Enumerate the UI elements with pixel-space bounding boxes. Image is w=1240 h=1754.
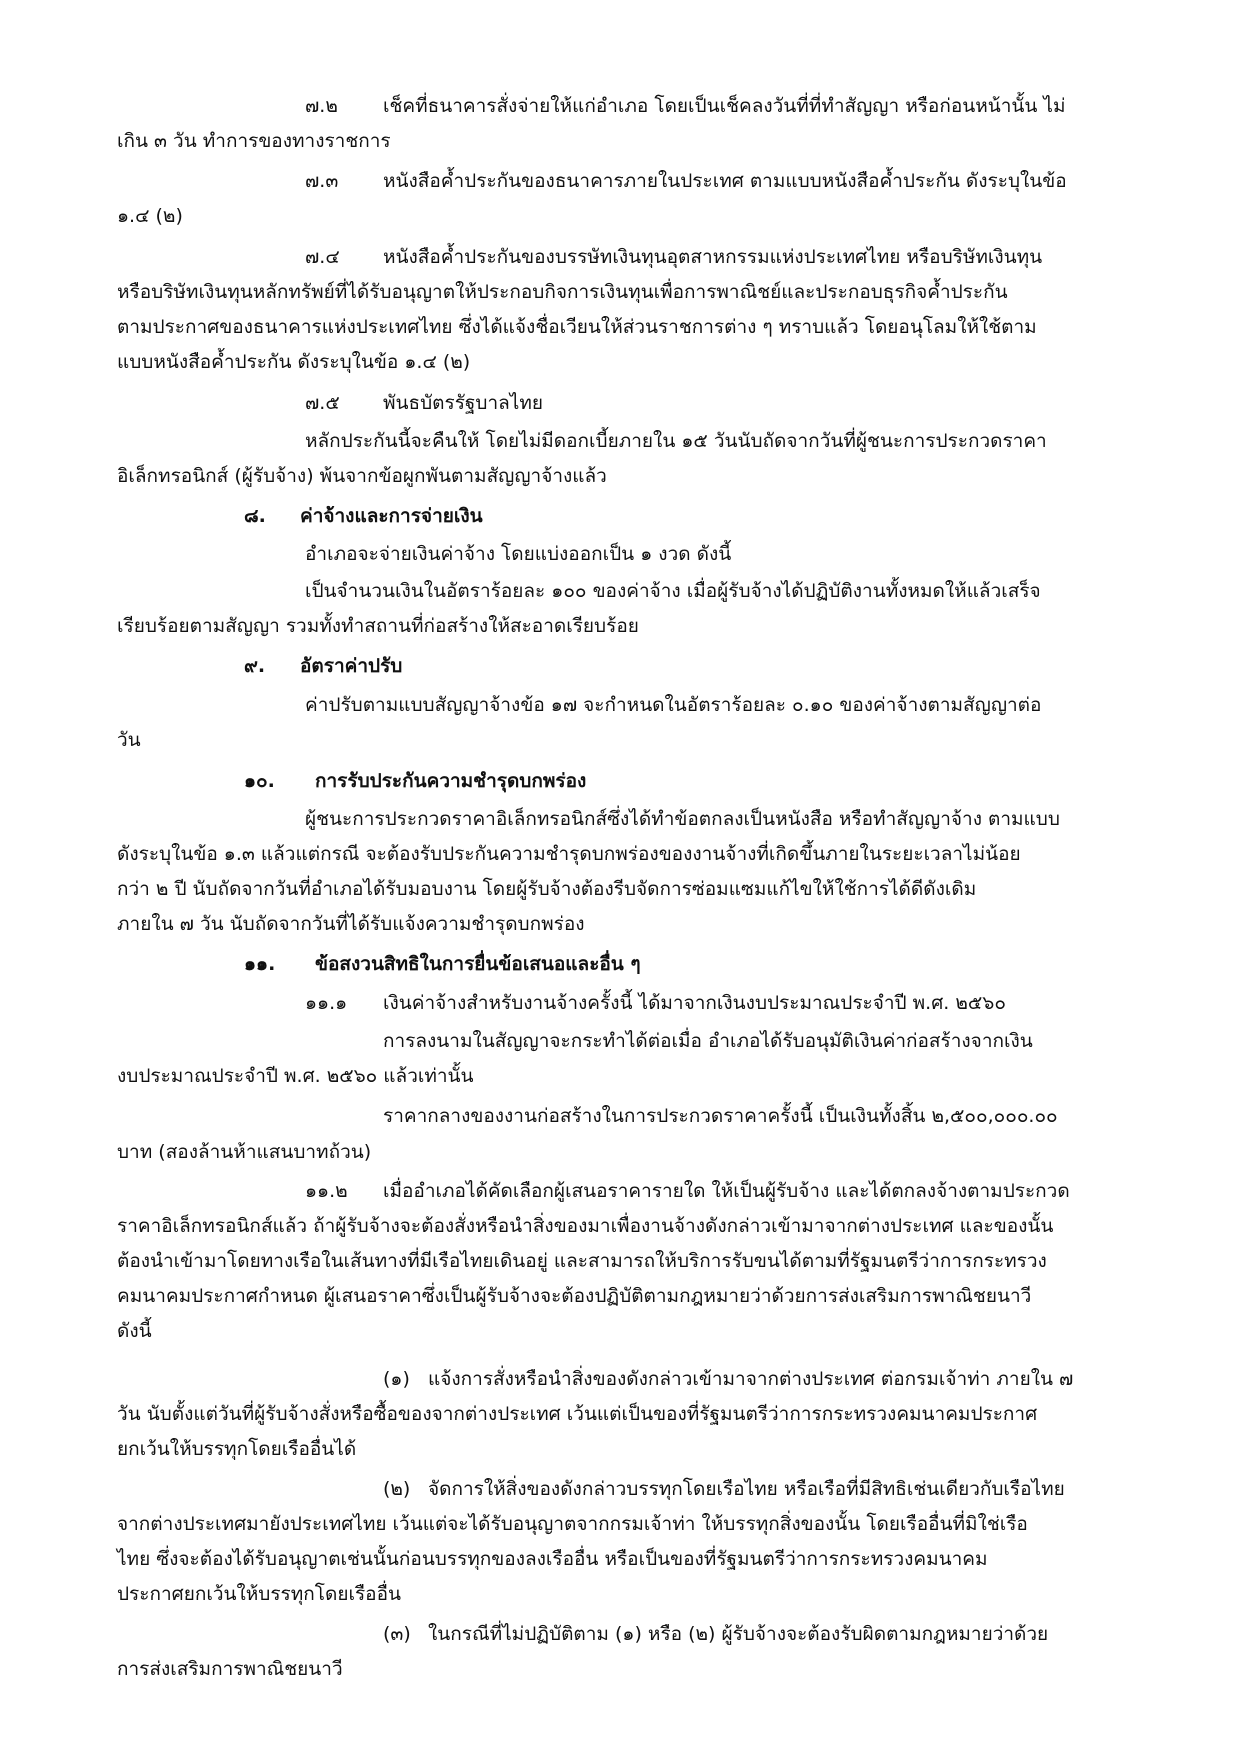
paragraph-line: ดังระบุในข้อ ๑.๓ แล้วแต่กรณี จะต้องรับประกันความชำรุดบกพร่องของงานจ้างที่เกิดขึ้นภายในระยะเวลาไม่น้อย <box>117 843 1021 865</box>
section-number: ๑๑. <box>244 953 276 975</box>
paragraph-line: แบบหนังสือค้ำประกัน ดังระบุในข้อ ๑.๔ (๒) <box>117 351 471 373</box>
paragraph-line: หรือบริษัทเงินทุนหลักทรัพย์ที่ได้รับอนุญาตให้ประกอบกิจการเงินทุนเพื่อการพาณิชย์และประกอบธุรกิจค้ำประกัน <box>117 281 1008 303</box>
paragraph-line: เมื่ออำเภอได้คัดเลือกผู้เสนอราคารายใด ให้เป็นผู้รับจ้าง และได้ตกลงจ้างตามประกวด <box>383 1180 1070 1202</box>
section-heading: ค่าจ้างและการจ่ายเงิน <box>300 505 483 527</box>
section-heading: อัตราค่าปรับ <box>300 655 403 677</box>
paragraph-line: ตามประกาศของธนาคารแห่งประเทศไทย ซึ่งได้แจ้งชื่อเวียนให้ส่วนราชการต่าง ๆ ทราบแล้ว โดยอนุโลมให้ใช้ตาม <box>117 316 1037 338</box>
paragraph-line: ต้องนำเข้ามาโดยทางเรือในเส้นทางที่มีเรือไทยเดินอยู่ และสามารถให้บริการรับขนได้ตามที่รัฐมนตรีว่าการกระทรวง <box>117 1250 1047 1272</box>
paragraph-line: กว่า ๒ ปี นับถัดจากวันที่อำเภอได้รับมอบงาน โดยผู้รับจ้างต้องรีบจัดการซ่อมแซมแก้ไขให้ใช้การได้ดีดังเดิม <box>117 878 977 900</box>
paragraph-line: ไทย ซึ่งจะต้องได้รับอนุญาตเช่นนั้นก่อนบรรทุกของลงเรืออื่น หรือเป็นของที่รัฐมนตรีว่าการกระทรวงคมนาคม <box>117 1548 988 1570</box>
paragraph-line: ผู้ชนะการประกวดราคาอิเล็กทรอนิกส์ซึ่งได้ทำข้อตกลงเป็นหนังสือ หรือทำสัญญาจ้าง ตามแบบ <box>305 808 1060 830</box>
section-heading: ข้อสงวนสิทธิในการยื่นข้อเสนอและอื่น ๆ <box>315 953 641 975</box>
clause-number: ๗.๔ <box>305 246 340 268</box>
paragraph-line: ประกาศยกเว้นให้บรรทุกโดยเรืออื่น <box>117 1583 401 1605</box>
paragraph-line: ค่าปรับตามแบบสัญญาจ้างข้อ ๑๗ จะกำหนดในอัตราร้อยละ ๐.๑๐ ของค่าจ้างตามสัญญาต่อ <box>305 694 1042 716</box>
clause-number: ๑๑.๒ <box>305 1180 348 1202</box>
paragraph-line: บาท (สองล้านห้าแสนบาทถ้วน) <box>117 1141 372 1163</box>
clause-number: ๗.๒ <box>305 95 338 117</box>
paragraph-line: งบประมาณประจำปี พ.ศ. ๒๕๖๐ แล้วเท่านั้น <box>117 1065 474 1087</box>
section-number: ๑๐. <box>244 770 275 792</box>
paragraph-line: ราคาอิเล็กทรอนิกส์แล้ว ถ้าผู้รับจ้างจะต้องสั่งหรือนำสิ่งของมาเพื่องานจ้างดังกล่าวเข้ามาจากต่างประเทศ และของนั้น <box>117 1215 1054 1237</box>
paragraph-line: วัน นับตั้งแต่วันที่ผู้รับจ้างสั่งหรือซื้อของจากต่างประเทศ เว้นแต่เป็นของที่รัฐมนตรีว่าการกระทรวงคมนาคมประกาศ <box>117 1403 1038 1425</box>
paragraph-line: ภายใน ๗ วัน นับถัดจากวันที่ได้รับแจ้งความชำรุดบกพร่อง <box>117 913 585 935</box>
paragraph-line: ยกเว้นให้บรรทุกโดยเรืออื่นได้ <box>117 1438 357 1460</box>
paragraph-line: หลักประกันนี้จะคืนให้ โดยไม่มีดอกเบี้ยภายใน ๑๕ วันนับถัดจากวันที่ผู้ชนะการประกวดราคา <box>305 430 1047 452</box>
paragraph-line: ในกรณีที่ไม่ปฏิบัติตาม (๑) หรือ (๒) ผู้รับจ้างจะต้องรับผิดตามกฎหมายว่าด้วย <box>428 1623 1049 1645</box>
section-number: ๙. <box>244 655 266 677</box>
clause-number: ๗.๕ <box>305 392 340 414</box>
paragraph-line: พันธบัตรรัฐบาลไทย <box>383 392 543 414</box>
paragraph-line: เกิน ๓ วัน ทำการของทางราชการ <box>117 130 391 152</box>
paragraph-line: จัดการให้สิ่งของดังกล่าวบรรทุกโดยเรือไทย หรือเรือที่มีสิทธิเช่นเดียวกับเรือไทย <box>428 1478 1065 1500</box>
paragraph-line: คมนาคมประกาศกำหนด ผู้เสนอราคาซึ่งเป็นผู้รับจ้างจะต้องปฏิบัติตามกฎหมายว่าด้วยการส่งเสริมการพาณิชยนาวี <box>117 1285 1032 1307</box>
paragraph-line: เงินค่าจ้างสำหรับงานจ้างครั้งนี้ ได้มาจากเงินงบประมาณประจำปี พ.ศ. ๒๕๖๐ <box>383 992 1006 1014</box>
item-number: (๑) <box>383 1368 410 1390</box>
paragraph-line: ๑.๔ (๒) <box>117 205 183 227</box>
paragraph-line: การส่งเสริมการพาณิชยนาวี <box>117 1658 343 1680</box>
clause-number: ๗.๓ <box>305 170 339 192</box>
clause-number: ๑๑.๑ <box>305 992 348 1014</box>
paragraph-line: เป็นจำนวนเงินในอัตราร้อยละ ๑๐๐ ของค่าจ้าง เมื่อผู้รับจ้างได้ปฏิบัติงานทั้งหมดให้แล้วเสร็จ <box>305 580 1041 602</box>
item-number: (๒) <box>383 1478 411 1500</box>
paragraph-line: จากต่างประเทศมายังประเทศไทย เว้นแต่จะได้รับอนุญาตจากกรมเจ้าท่า ให้บรรทุกสิ่งของนั้น โดยเรืออื่นที่มิใช่เรือ <box>117 1513 1028 1535</box>
paragraph-line: เช็คที่ธนาคารสั่งจ่ายให้แก่อำเภอ โดยเป็นเช็คลงวันที่ที่ทำสัญญา หรือก่อนหน้านั้น ไม่ <box>383 95 1066 117</box>
paragraph-line: อิเล็กทรอนิกส์ (ผู้รับจ้าง) พ้นจากข้อผูกพันตามสัญญาจ้างแล้ว <box>117 465 607 487</box>
paragraph-line: ดังนี้ <box>117 1320 152 1342</box>
paragraph-line: หนังสือค้ำประกันของธนาคารภายในประเทศ ตามแบบหนังสือค้ำประกัน ดังระบุในข้อ <box>383 170 1067 192</box>
paragraph-line: ราคากลางของงานก่อสร้างในการประกวดราคาครั้งนี้ เป็นเงินทั้งสิ้น ๒,๕๐๐,๐๐๐.๐๐ <box>383 1105 1058 1127</box>
paragraph-line: เรียบร้อยตามสัญญา รวมทั้งทำสถานที่ก่อสร้างให้สะอาดเรียบร้อย <box>117 615 639 637</box>
paragraph-line: แจ้งการสั่งหรือนำสิ่งของดังกล่าวเข้ามาจากต่างประเทศ ต่อกรมเจ้าท่า ภายใน ๗ <box>428 1368 1074 1390</box>
section-number: ๘. <box>244 505 266 527</box>
paragraph-line: การลงนามในสัญญาจะกระทำได้ต่อเมื่อ อำเภอได้รับอนุมัติเงินค่าก่อสร้างจากเงิน <box>383 1030 1033 1052</box>
item-number: (๓) <box>383 1623 411 1645</box>
paragraph-line: วัน <box>117 729 141 751</box>
paragraph-line: อำเภอจะจ่ายเงินค่าจ้าง โดยแบ่งออกเป็น ๑ งวด ดังนี้ <box>305 543 732 565</box>
section-heading: การรับประกันความชำรุดบกพร่อง <box>315 770 587 792</box>
paragraph-line: หนังสือค้ำประกันของบรรษัทเงินทุนอุตสาหกรรมแห่งประเทศไทย หรือบริษัทเงินทุน <box>383 246 1043 268</box>
